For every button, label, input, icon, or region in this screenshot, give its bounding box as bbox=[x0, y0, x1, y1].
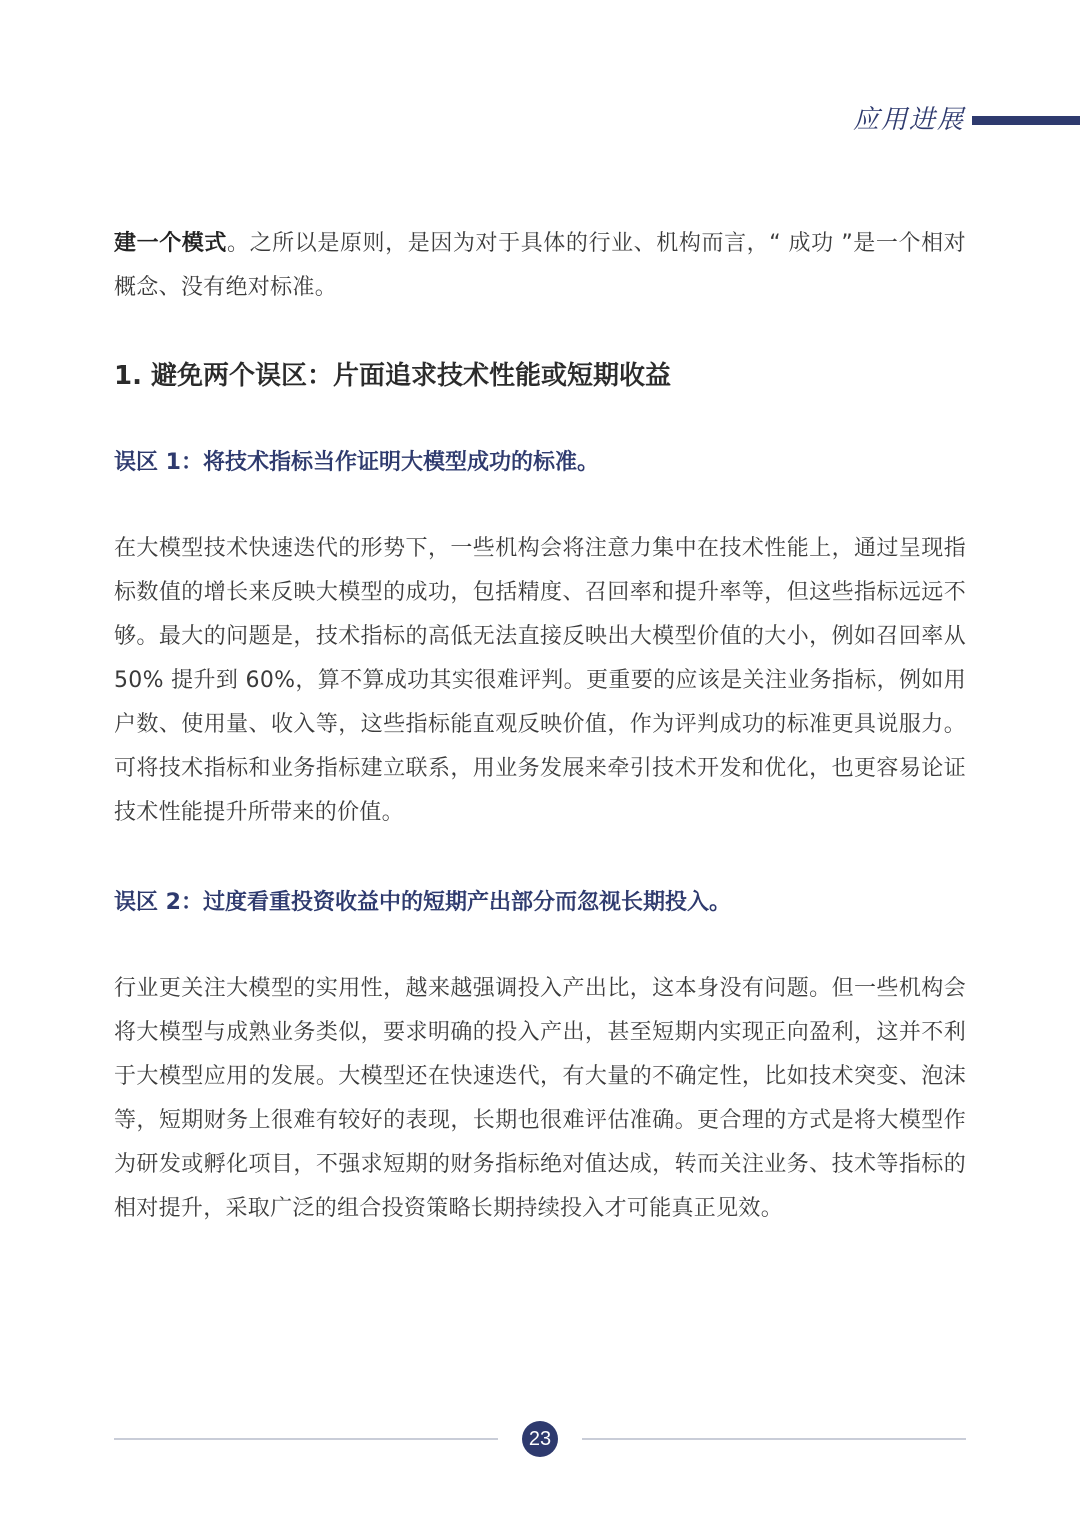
misstep-1-body: 在大模型技术快速迭代的形势下，一些机构会将注意力集中在技术性能上，通过呈现指标数值的增长来反映大模型的成功，包括精度、召回率和提升率等，但这些指标远远不够。最大的问题是，技术指标的高低无法直接反映出大模型价值的大小，例如召回率从 50% 提升到 60%，算不算成功其实很难评判。更重要的应该是关注业务指标，例如用户数、使用量、收入等，这些指标能直观反映价值，作为评判成功的标准更具说服力。可将技术指标和业务指标建立联系，用业务发展来牵引技术开发和优化，也更容易论证技术性能提升所带来的价值。 bbox=[114, 536, 966, 825]
footer-divider-left bbox=[114, 1438, 498, 1440]
footer-divider-right bbox=[582, 1438, 966, 1440]
intro-text: 。之所以是原则，是因为对于具体的行业、机构而言，“ 成功 ”是一个相对概念、没有绝对标准。 bbox=[114, 231, 966, 300]
page-content bbox=[114, 222, 966, 1231]
header-accent-bar bbox=[972, 116, 1080, 125]
section-title: 1. 避免两个误区：片面追求技术性能或短期收益 bbox=[114, 361, 672, 391]
misstep-2-body: 行业更关注大模型的实用性，越来越强调投入产出比，这本身没有问题。但一些机构会将大模型与成熟业务类似，要求明确的投入产出，甚至短期内实现正向盈利，这并不利于大模型应用的发展。大模型还在快速迭代，有大量的不确定性，比如技术突变、泡沫等，短期财务上很难有较好的表现，长期也很难评估准确。更合理的方式是将大模型作为研发或孵化项目，不强求短期的财务指标绝对值达成，转而关注业务、技术等指标的相对提升，采取广泛的组合投资策略长期持续投入才可能真正见效。 bbox=[114, 976, 966, 1221]
misstep-2-heading: 误区 2：过度看重投资收益中的短期产出部分而忽视长期投入。 bbox=[114, 890, 731, 915]
intro-paragraph bbox=[114, 222, 966, 310]
intro-bold-lead: 建一个模式 bbox=[114, 231, 227, 256]
section-header-title: 应用进展 bbox=[852, 105, 965, 135]
page-number-badge: 23 bbox=[522, 1421, 558, 1457]
misstep-1-heading: 误区 1：将技术指标当作证明大模型成功的标准。 bbox=[114, 450, 599, 475]
